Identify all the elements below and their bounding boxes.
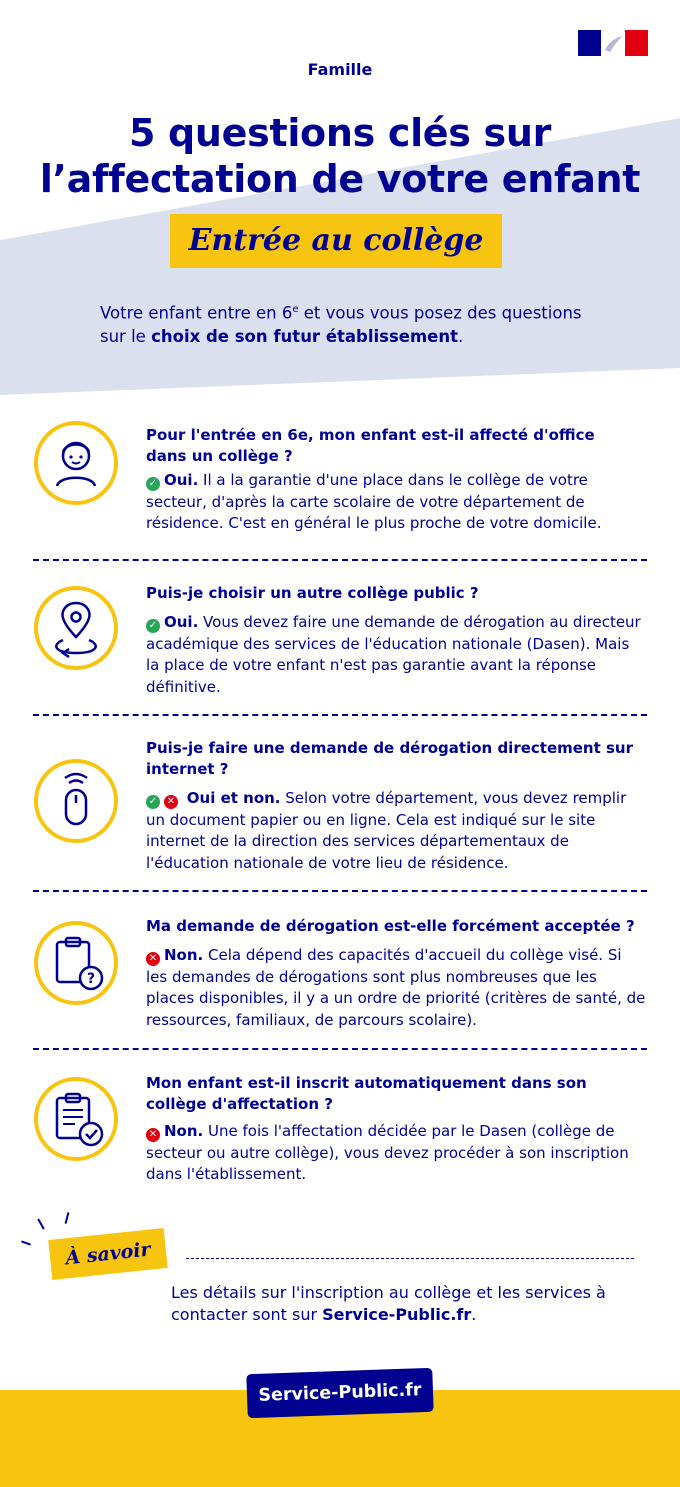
- intro-part-1: Votre enfant entre en 6: [100, 303, 293, 323]
- spark-mark: [64, 1212, 69, 1224]
- question-text: Puis-je choisir un autre collège public ?: [146, 584, 479, 602]
- answer-body: Il a la garantie d'une place dans le collège de votre secteur, d'après la carte scolaire de votre département de résidence. C'est en général le plus proche de votre domicile.: [146, 471, 602, 532]
- intro-text: [100, 298, 640, 348]
- answer-body: Vous devez faire une demande de dérogation au directeur académique des services de l'éducation nationale (Dasen). Mais la place de votre enfant n'est pas garantie avant la réponse définitive.: [146, 613, 641, 696]
- cross-icon: ✕: [146, 1128, 160, 1142]
- subtitle-highlight: [170, 214, 502, 268]
- answer-text: [146, 612, 646, 698]
- location-pin-icon: [33, 585, 119, 671]
- service-public-logo-text: Service-Public.fr: [258, 1380, 422, 1406]
- answer-keyword: Non.: [164, 1122, 204, 1140]
- answer-body: Cela dépend des capacités d'accueil du collège visé. Si les demandes de dérogations sont plus nombreuses que les places disponibles, il y a un ordre de priorité (critères de santé, de ressources, familiaux, de parcours scolaire).: [146, 946, 646, 1029]
- mouse-wifi-icon: [33, 758, 119, 844]
- service-public-badge[interactable]: [246, 1368, 433, 1418]
- check-icon: ✓: [146, 795, 160, 809]
- category-label: Famille: [307, 60, 373, 79]
- answer-text: [146, 788, 646, 874]
- dashed-separator: [33, 890, 647, 892]
- answer-keyword: Non.: [164, 946, 204, 964]
- savoir-tag: [48, 1228, 168, 1280]
- dashed-separator: [33, 559, 647, 561]
- answer-body: Une fois l'affectation décidée par le Dasen (collège de secteur ou autre collège), vous devez procéder à son inscription dans l'établissement.: [146, 1122, 629, 1183]
- question-text: Puis-je faire une demande de dérogation directement sur internet ?: [146, 739, 634, 778]
- savoir-text: [171, 1282, 651, 1326]
- dashed-separator: [33, 1048, 647, 1050]
- child-face-icon: [33, 420, 119, 506]
- subtitle: Entrée au collège: [188, 223, 484, 258]
- service-public-link[interactable]: Service-Public.fr: [322, 1305, 472, 1324]
- svg-text:?: ?: [86, 971, 96, 987]
- answer-keyword: Oui.: [164, 471, 199, 489]
- dashed-separator: [186, 1258, 634, 1259]
- intro-part-3: sur le: [100, 326, 152, 346]
- title-line-2: l’affectation de votre enfant: [39, 157, 641, 201]
- answer-keyword: Oui et non.: [186, 789, 281, 807]
- question-text: Pour l'entrée en 6e, mon enfant est-il affecté d'office dans un collège ?: [146, 426, 595, 465]
- republique-francaise-logo: [578, 30, 648, 56]
- intro-bold: choix de son futur établissement: [151, 326, 459, 346]
- title-line-1: 5 questions clés sur: [128, 111, 552, 155]
- question-text: Ma demande de dérogation est-elle forcément acceptée ?: [146, 917, 635, 935]
- clipboard-check-icon: [33, 1076, 119, 1162]
- question-text: Mon enfant est-il inscrit automatiquement dans son collège d'affectation ?: [146, 1074, 587, 1113]
- savoir-label: À savoir: [64, 1238, 152, 1270]
- answer-body: Selon votre département, vous devez remplir un document papier ou en ligne. Cela est indiqué sur le site internet de la direction des services départementaux de l'éducation nationale de votre lieu de résidence.: [146, 789, 627, 872]
- intro-part-2: et vous vous posez des questions: [298, 303, 582, 323]
- dashed-separator: [33, 714, 647, 716]
- check-icon: ✓: [146, 477, 160, 491]
- answer-keyword: Oui.: [164, 613, 199, 631]
- answer-text: [146, 945, 646, 1031]
- clipboard-question-icon: [33, 920, 119, 1006]
- cross-icon: ✕: [146, 952, 160, 966]
- savoir-text-end: .: [471, 1305, 477, 1324]
- intro-sup: e: [292, 304, 299, 315]
- spark-mark: [37, 1218, 45, 1229]
- intro-end: .: [458, 326, 464, 346]
- spark-mark: [21, 1240, 31, 1245]
- answer-text: [146, 1121, 646, 1186]
- page-title: [0, 110, 680, 202]
- check-icon: ✓: [146, 619, 160, 633]
- answer-text: [146, 470, 646, 535]
- savoir-text-body: Les détails sur l'inscription au collège et les services à contacter sont sur: [171, 1283, 606, 1324]
- cross-icon: ✕: [164, 795, 178, 809]
